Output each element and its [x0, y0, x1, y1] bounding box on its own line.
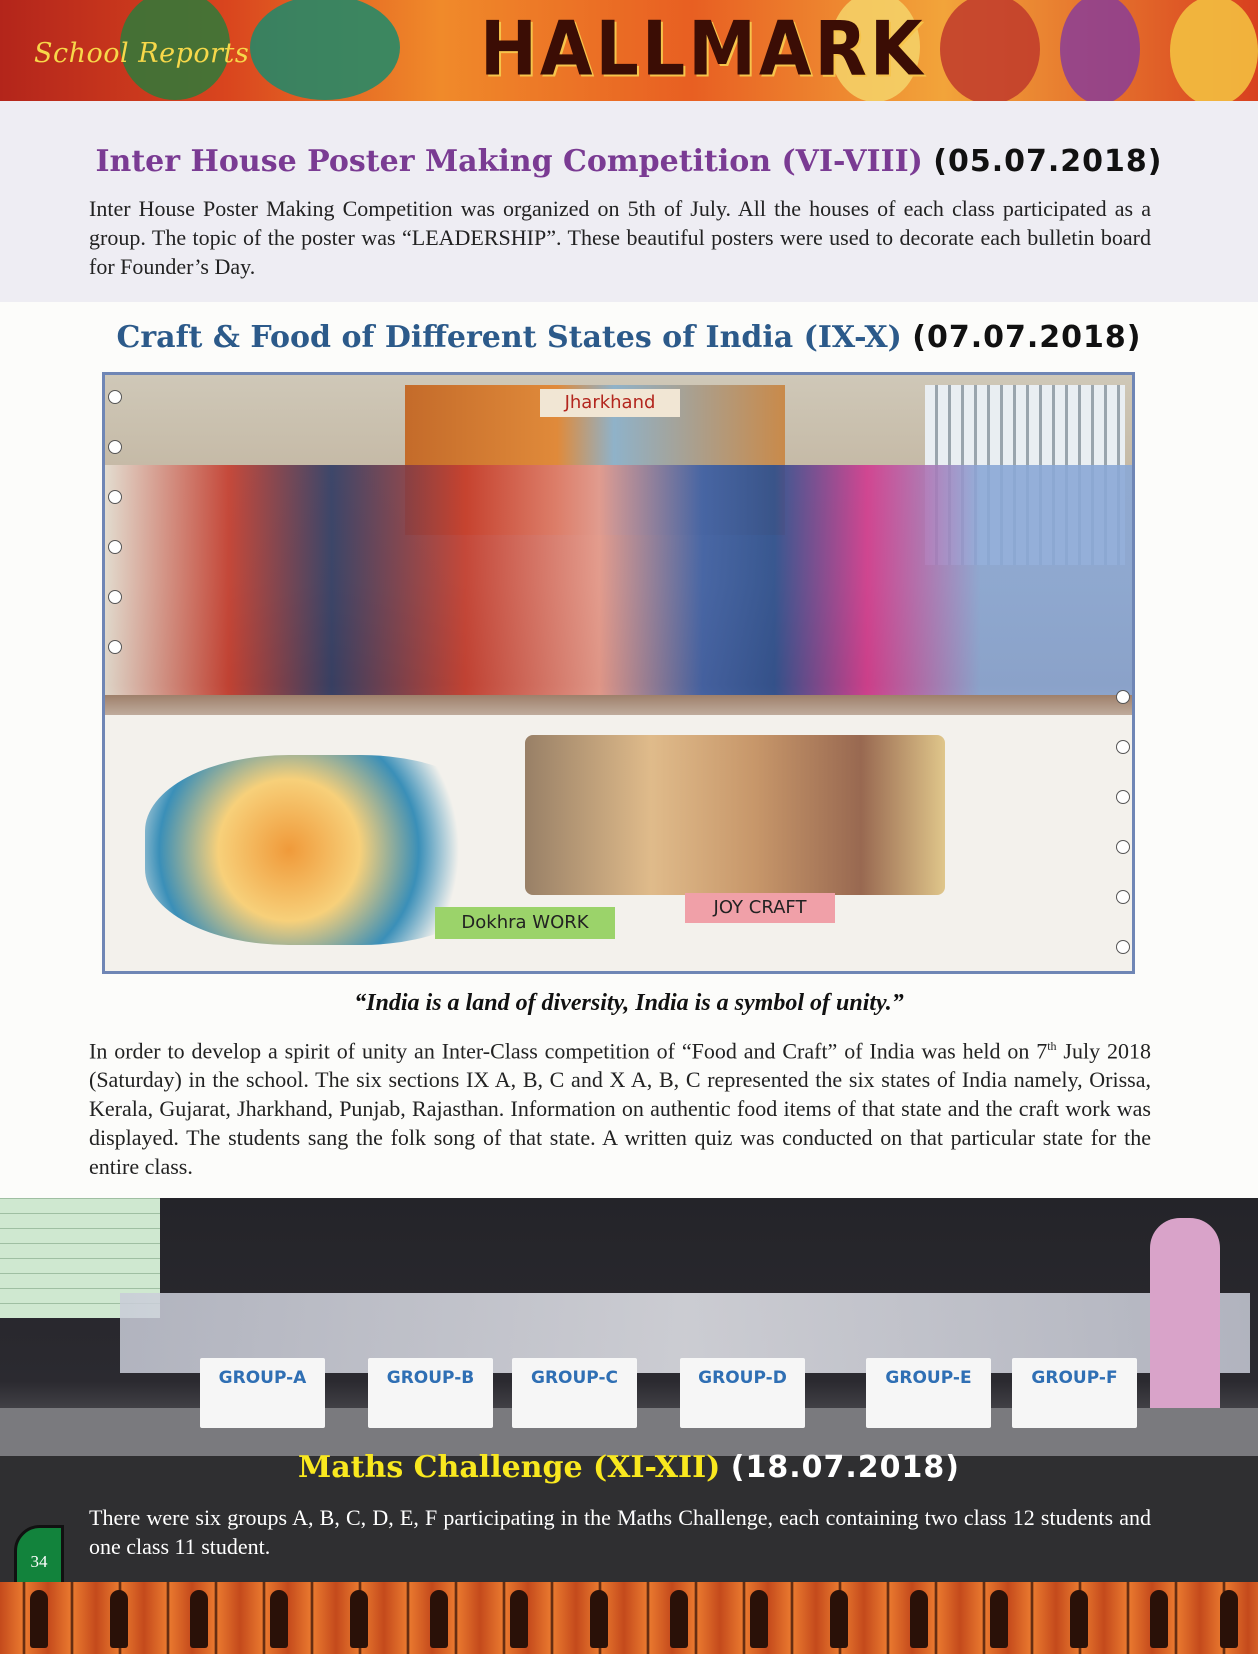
spiral-punch	[1116, 840, 1130, 854]
craft-date: (07.07.2018)	[912, 320, 1142, 355]
spiral-punch	[1116, 690, 1130, 704]
spiral-punch	[1116, 890, 1130, 904]
spiral-punch	[108, 490, 122, 504]
footer-figure	[510, 1590, 528, 1648]
footer-figure	[430, 1590, 448, 1648]
section-label: School Reports	[34, 38, 250, 69]
footer-figure	[1150, 1590, 1168, 1648]
spiral-punch	[108, 540, 122, 554]
spiral-punch	[1116, 740, 1130, 754]
photo-label-joy-craft: JOY CRAFT	[685, 893, 835, 923]
banner-decoration-dancer-2	[940, 0, 1040, 101]
poster-body: Inter House Poster Making Competition was organized on 5th of July. All the houses of each class participated as a group. The topic of the poster was “LEADERSHIP”. These beautiful posters were used to decorate each bulletin board for Founder’s Day.	[89, 196, 1151, 279]
maths-title: Maths Challenge (XI-XII)	[298, 1450, 721, 1485]
maths-date: (18.07.2018)	[730, 1450, 960, 1485]
group-card-d: GROUP-D	[680, 1358, 805, 1428]
page-number: 34	[14, 1525, 64, 1585]
footer-figure	[990, 1590, 1008, 1648]
footer-figure	[350, 1590, 368, 1648]
footer-figure	[1070, 1590, 1088, 1648]
footer-figure	[30, 1590, 48, 1648]
craft-body-part-2: July 2018 (Saturday) in the school. The six sections IX A, B, C and X A, B, C represented the six states of India namely, Orissa, Kerala, Gujarat, Jharkhand, Punjab, Rajasthan. Information on authentic food items of that state and the craft work was displayed. The students sang the folk song of that state. A written quiz was conducted on that particular state for the entire class.	[89, 1038, 1151, 1180]
craft-body-part-1: In order to develop a spirit of unity an Inter-Class competition of “Food and Craft” of India was held on 7	[89, 1038, 1048, 1064]
footer-folk-art-band	[0, 1582, 1258, 1654]
photo-crowd	[105, 465, 1135, 695]
footer-figure	[830, 1590, 848, 1648]
unity-quote: “India is a land of diversity, India is a symbol of unity.”	[354, 990, 904, 1016]
maths-body: There were six groups A, B, C, D, E, F participating in the Maths Challenge, each containing two class 12 students and one class 11 student.	[89, 1505, 1151, 1559]
banner-decoration-peacock	[250, 0, 400, 100]
banner-decoration-figure	[1170, 0, 1258, 101]
footer-figure	[190, 1590, 208, 1648]
spiral-punch	[1116, 790, 1130, 804]
craft-body	[89, 1032, 1151, 1181]
poster-date: (05.07.2018)	[933, 144, 1163, 179]
poster-title: Inter House Poster Making Competition (VI-VIII)	[95, 144, 923, 179]
spiral-punch	[108, 640, 122, 654]
footer-figure	[590, 1590, 608, 1648]
photo-crafts	[525, 735, 945, 895]
spiral-punch	[108, 440, 122, 454]
spiral-punch	[108, 590, 122, 604]
craft-body-superscript: th	[1047, 1039, 1057, 1053]
craft-title: Craft & Food of Different States of India (IX-X)	[116, 320, 902, 355]
spiral-punch	[108, 390, 122, 404]
group-card-f: GROUP-F	[1012, 1358, 1137, 1428]
photo-label-jharkhand: Jharkhand	[540, 389, 680, 417]
poster-heading	[0, 144, 1258, 179]
spiral-punch	[1116, 940, 1130, 954]
craft-heading	[0, 320, 1258, 355]
footer-figure	[270, 1590, 288, 1648]
brand-title: HALLMARK	[480, 6, 926, 93]
banner-decoration-dancer-3	[1060, 0, 1140, 101]
group-card-e: GROUP-E	[866, 1358, 991, 1428]
maths-heading	[0, 1450, 1258, 1485]
group-card-c: GROUP-C	[512, 1358, 637, 1428]
group-card-b: GROUP-B	[368, 1358, 493, 1428]
footer-figure	[910, 1590, 928, 1648]
header-banner	[0, 0, 1258, 101]
footer-figure	[1220, 1590, 1238, 1648]
footer-figure	[110, 1590, 128, 1648]
footer-figure	[670, 1590, 688, 1648]
craft-exhibition-photo	[102, 372, 1135, 974]
photo-label-dokhra: Dokhra WORK	[435, 907, 615, 939]
footer-figure	[750, 1590, 768, 1648]
group-card-a: GROUP-A	[200, 1358, 325, 1428]
